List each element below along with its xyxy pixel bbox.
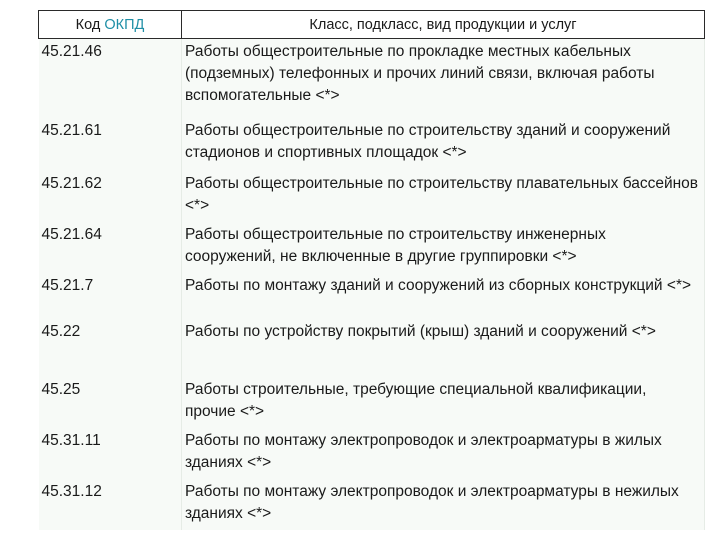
row-description: Работы по устройству покрытий (крыш) зданий и сооружений <*>: [182, 319, 705, 377]
row-description: Работы строительные, требующие специальной квалификации, прочие <*>: [182, 377, 705, 428]
table-row: [39, 319, 705, 377]
row-description: Работы по монтажу электропроводок и электроарматуры в жилых зданиях <*>: [182, 428, 705, 479]
table-row: [39, 273, 705, 319]
table-row: [39, 377, 705, 428]
table-header-row: [39, 11, 705, 39]
row-description: Работы общестроительные по строительству зданий и сооружений стадионов и спортивных площадок <*>: [182, 118, 705, 171]
header-code-accent: ОКПД: [104, 16, 145, 33]
okpd-table: [38, 10, 705, 530]
table-row: [39, 118, 705, 171]
row-description: Работы по монтажу зданий и сооружений из сборных конструкций <*>: [182, 273, 705, 319]
table-row: [39, 428, 705, 479]
header-code-label: Код: [75, 16, 101, 33]
header-description: Класс, подкласс, вид продукции и услуг: [182, 11, 705, 39]
row-code: 45.21.62: [39, 171, 182, 222]
table-row: [39, 39, 705, 118]
table-row: [39, 479, 705, 530]
row-code: 45.21.61: [39, 118, 182, 171]
row-description: Работы общестроительные по прокладке местных кабельных (подземных) телефонных и прочих линий связи, включая работы вспомогательные <*>: [182, 39, 705, 118]
table-row: [39, 171, 705, 222]
row-code: 45.21.64: [39, 222, 182, 273]
row-code: 45.31.11: [39, 428, 182, 479]
row-code: 45.21.7: [39, 273, 182, 319]
okpd-table-container: [38, 10, 704, 530]
row-code: 45.31.12: [39, 479, 182, 530]
row-description: Работы по монтажу электропроводок и электроарматуры в нежилых зданиях <*>: [182, 479, 705, 530]
row-code: 45.22: [39, 319, 182, 377]
row-code: 45.25: [39, 377, 182, 428]
row-description: Работы общестроительные по строительству плавательных бассейнов <*>: [182, 171, 705, 222]
row-code: 45.21.46: [39, 39, 182, 118]
header-code: [39, 11, 182, 39]
row-description: Работы общестроительные по строительству инженерных сооружений, не включенные в другие группировки <*>: [182, 222, 705, 273]
table-row: [39, 222, 705, 273]
